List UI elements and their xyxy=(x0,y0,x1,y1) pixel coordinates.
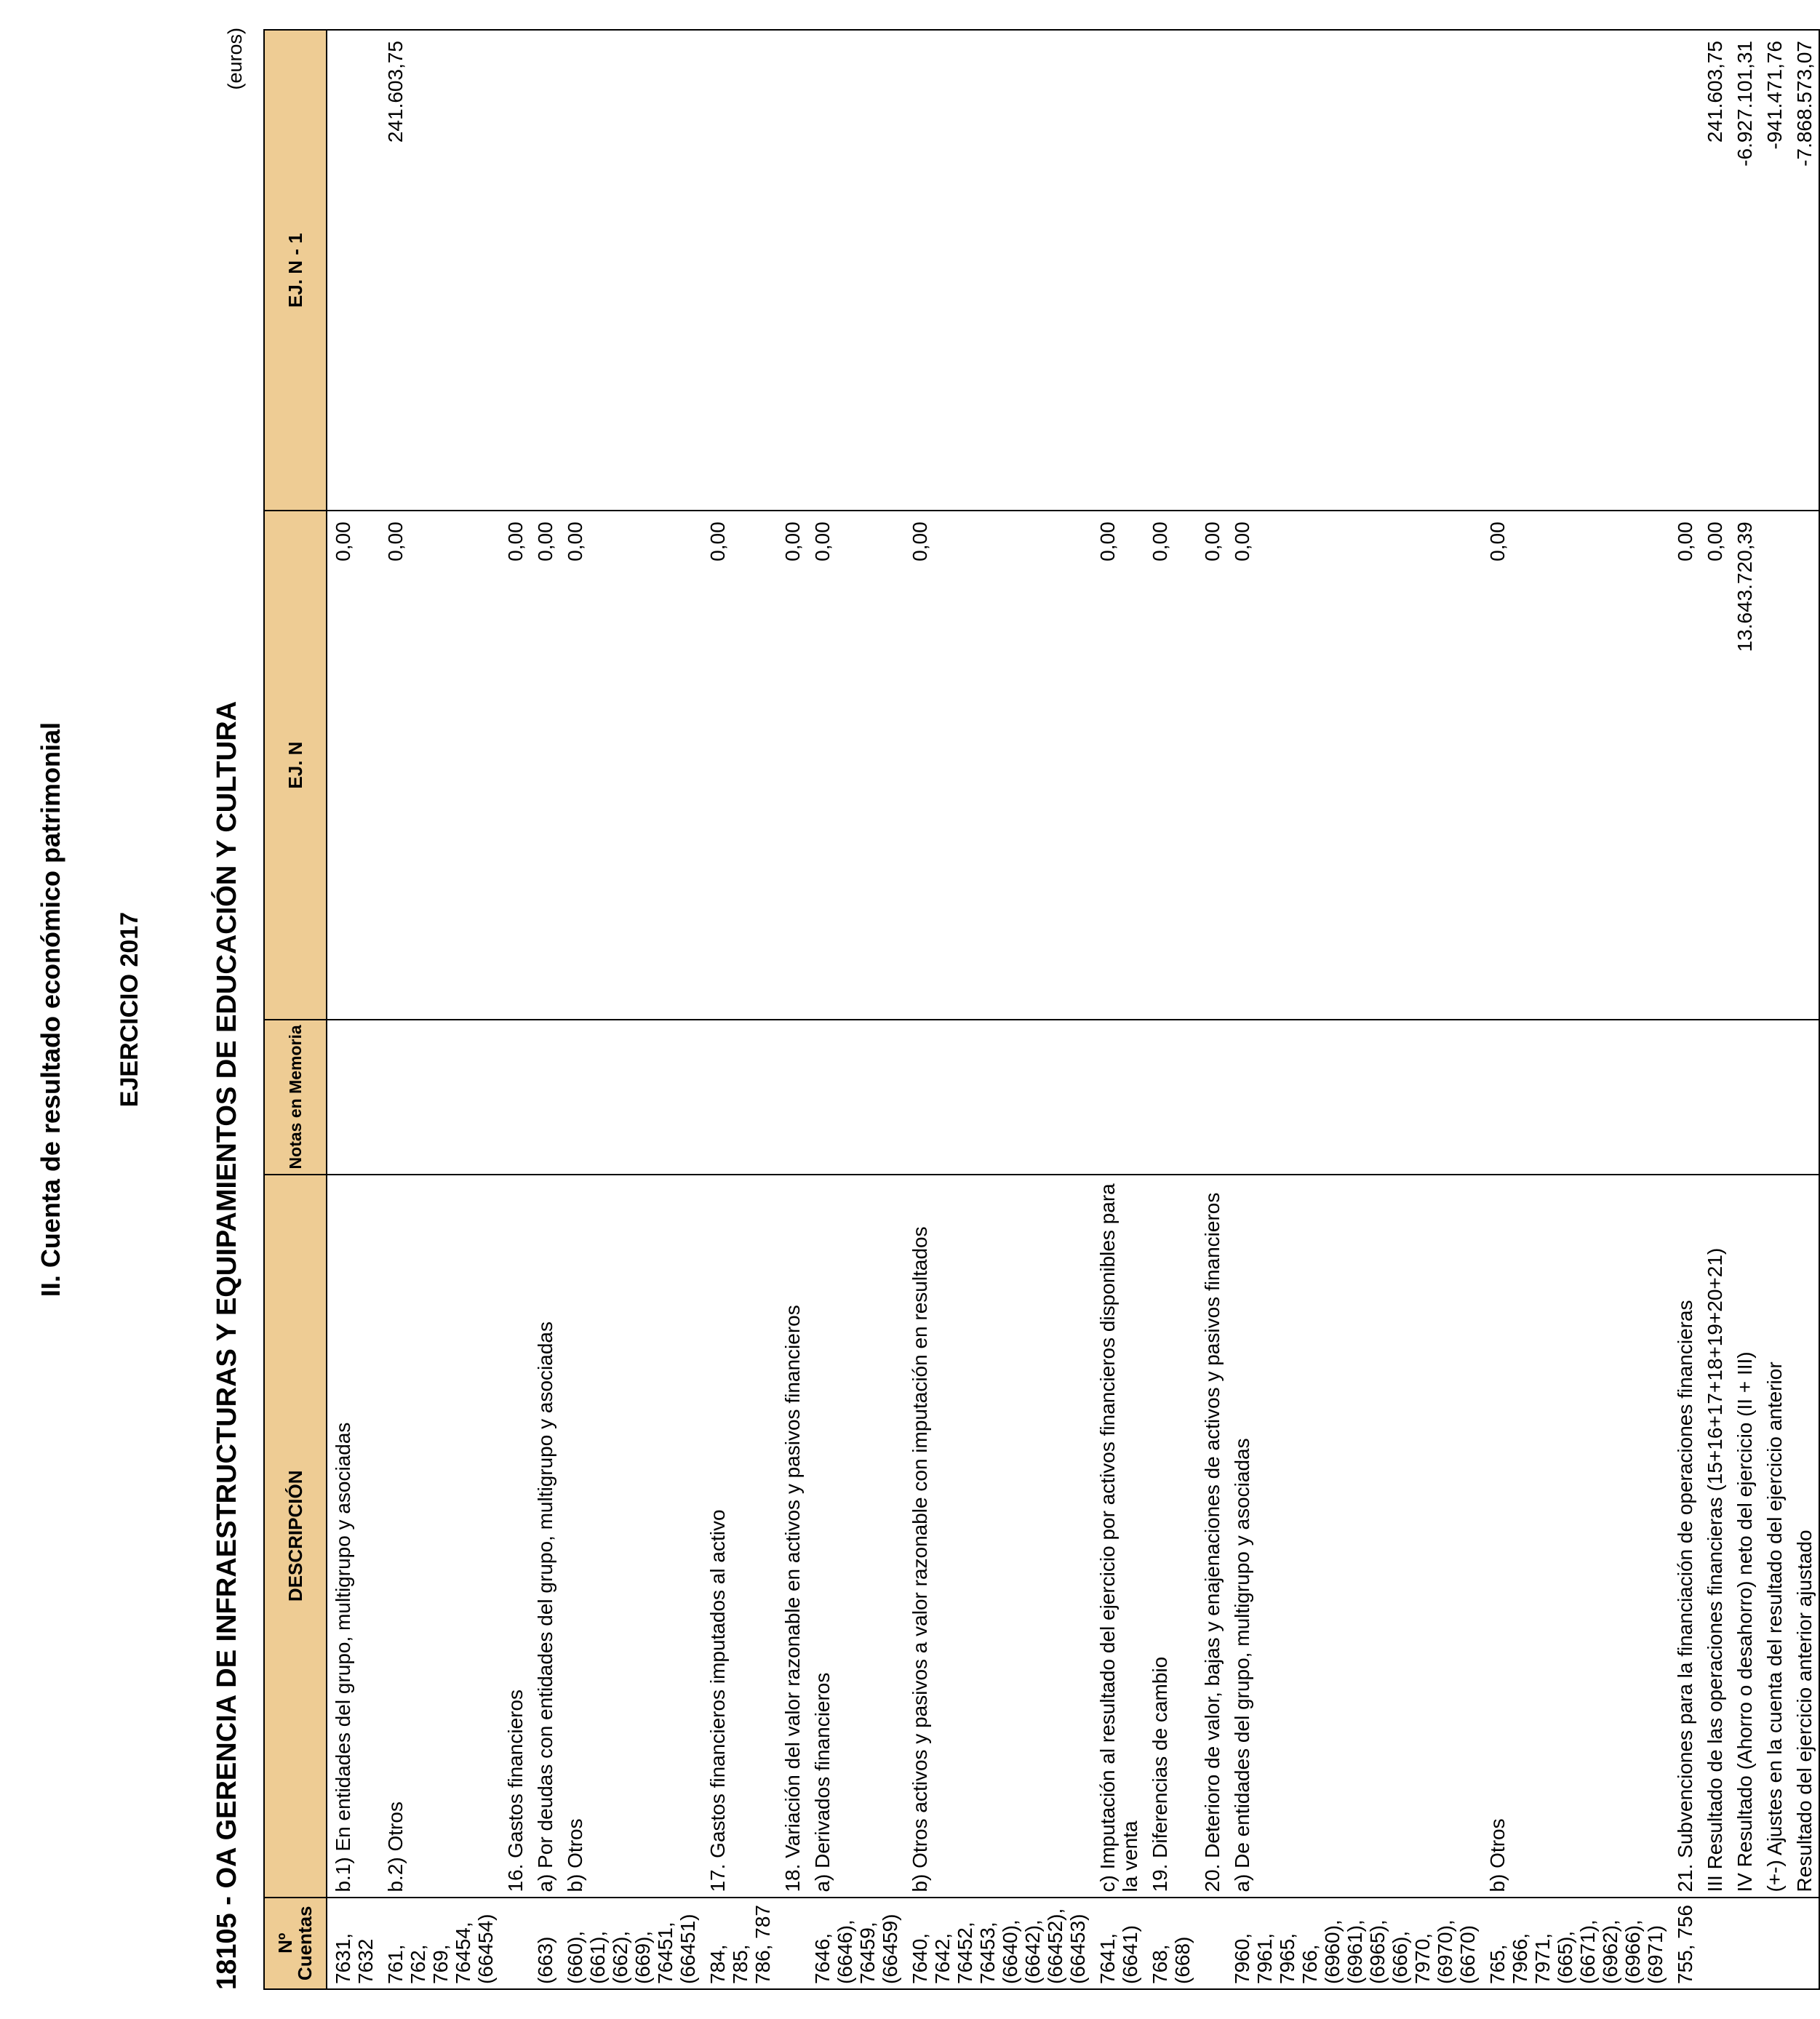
cell-ej-n1 xyxy=(1482,30,1669,511)
table-row xyxy=(904,30,1092,1989)
cell-ej-n1: 241.603,75 xyxy=(1699,30,1729,511)
cell-ej-n xyxy=(1759,511,1789,1019)
cell-cuentas xyxy=(777,1898,807,1989)
cell-cuentas: 7646, (6646), 76459, (66459) xyxy=(807,1898,904,1989)
table-row xyxy=(1699,30,1729,1989)
cell-cuentas: (660), (661), (662), (669), 76451, (66451) xyxy=(559,1898,702,1989)
cell-notas xyxy=(327,1020,380,1175)
cell-ej-n1 xyxy=(1197,30,1226,511)
cell-cuentas: 7960, 7961, 7965, 766, (6960), (6961), (6965), (666), 7970, (6970), (6670) xyxy=(1226,1898,1482,1989)
report-title: II. Cuenta de resultado económico patrimonial xyxy=(36,721,65,1298)
cell-notas xyxy=(702,1020,777,1175)
cell-cuentas: 765, 7966, 7971, (665), (6671), (6962), (6966), (6971) xyxy=(1482,1898,1669,1989)
cell-ej-n1: -941.471,76 xyxy=(1759,30,1789,511)
table-header xyxy=(264,30,327,1989)
table-row xyxy=(702,30,777,1989)
cell-ej-n1 xyxy=(904,30,1092,511)
cell-descripcion: b.1) En entidades del grupo, multigrupo y asociadas xyxy=(327,1175,380,1897)
cell-descripcion: a) De entidades del grupo, multigrupo y asociadas xyxy=(1226,1175,1482,1897)
cell-ej-n: 0,00 xyxy=(530,511,559,1019)
cell-descripcion: 20. Deterioro de valor, bajas y enajenaciones de activos y pasivos financieros xyxy=(1197,1175,1226,1897)
cell-ej-n: 0,00 xyxy=(1482,511,1669,1019)
cell-ej-n1 xyxy=(1144,30,1197,511)
cell-notas xyxy=(904,1020,1092,1175)
header-descripcion: DESCRIPCIÓN xyxy=(264,1175,327,1897)
cell-cuentas: 761, 762, 769, 76454, (66454) xyxy=(380,1898,500,1989)
table-row xyxy=(1759,30,1789,1989)
cell-ej-n: 0,00 xyxy=(559,511,702,1019)
cell-notas xyxy=(1092,1020,1144,1175)
cell-descripcion: a) Por deudas con entidades del grupo, multigrupo y asociadas xyxy=(530,1175,559,1897)
table-row xyxy=(1729,30,1759,1989)
cell-notas xyxy=(530,1020,559,1175)
cell-ej-n xyxy=(1789,511,1819,1019)
cell-ej-n1 xyxy=(327,30,380,511)
cell-descripcion: (+-) Ajustes en la cuenta del resultado del ejercicio anterior xyxy=(1759,1175,1789,1897)
cell-descripcion: 16. Gastos financieros xyxy=(500,1175,530,1897)
cell-descripcion: b) Otros xyxy=(559,1175,702,1897)
table-row xyxy=(327,30,380,1989)
cell-cuentas xyxy=(1759,1898,1789,1989)
table-row xyxy=(530,30,559,1989)
entity-title: 18105 - OA GERENCIA DE INFRAESTRUCTURAS Y EQUIPAMIENTOS DE EDUCACIÓN Y CULTURA xyxy=(212,700,242,1990)
cell-ej-n1: -7.868.573,07 xyxy=(1789,30,1819,511)
exercise-title: EJERCICIO 2017 xyxy=(116,911,143,1108)
header-cuentas: Nº Cuentas xyxy=(264,1898,327,1989)
cell-notas xyxy=(1729,1020,1759,1175)
cell-descripcion: III Resultado de las operaciones financieras (15+16+17+18+19+20+21) xyxy=(1699,1175,1729,1897)
cell-cuentas: 768, (668) xyxy=(1144,1898,1197,1989)
cell-cuentas xyxy=(1699,1898,1729,1989)
cell-notas xyxy=(1789,1020,1819,1175)
result-table xyxy=(263,29,1820,1990)
table-row xyxy=(380,30,500,1989)
cell-descripcion: c) Imputación al resultado del ejercicio por activos financieros disponibles para la venta xyxy=(1092,1175,1144,1897)
cell-ej-n: 0,00 xyxy=(807,511,904,1019)
cell-ej-n: 0,00 xyxy=(702,511,777,1019)
cell-ej-n: 0,00 xyxy=(1144,511,1197,1019)
table-body xyxy=(327,30,1819,1989)
cell-ej-n1 xyxy=(777,30,807,511)
cell-descripcion: b) Otros xyxy=(1482,1175,1669,1897)
cell-notas xyxy=(807,1020,904,1175)
cell-descripcion: IV Resultado (Ahorro o desahorro) neto del ejercicio (II + III) xyxy=(1729,1175,1759,1897)
cell-cuentas xyxy=(1197,1898,1226,1989)
cell-ej-n1 xyxy=(1226,30,1482,511)
cell-ej-n1 xyxy=(807,30,904,511)
cell-cuentas: 755, 756 xyxy=(1669,1898,1699,1989)
table-row xyxy=(1197,30,1226,1989)
header-ej-n1: EJ. N - 1 xyxy=(264,30,327,511)
cell-ej-n: 0,00 xyxy=(1197,511,1226,1019)
cell-notas xyxy=(777,1020,807,1175)
cell-notas xyxy=(1669,1020,1699,1175)
cell-cuentas: 7631, 7632 xyxy=(327,1898,380,1989)
cell-notas xyxy=(1699,1020,1729,1175)
cell-ej-n: 0,00 xyxy=(1226,511,1482,1019)
cell-notas xyxy=(500,1020,530,1175)
cell-ej-n: 0,00 xyxy=(904,511,1092,1019)
units-label: (euros) xyxy=(224,28,246,90)
cell-descripcion: 18. Variación del valor razonable en activos y pasivos financieros xyxy=(777,1175,807,1897)
table-row xyxy=(1226,30,1482,1989)
cell-ej-n1 xyxy=(500,30,530,511)
cell-descripcion: 17. Gastos financieros imputados al activo xyxy=(702,1175,777,1897)
header-notas: Notas en Memoria xyxy=(264,1020,327,1175)
cell-notas xyxy=(380,1020,500,1175)
cell-notas xyxy=(1226,1020,1482,1175)
cell-ej-n1 xyxy=(559,30,702,511)
table-row xyxy=(1482,30,1669,1989)
cell-descripcion: Resultado del ejercicio anterior ajustado xyxy=(1789,1175,1819,1897)
cell-ej-n1 xyxy=(530,30,559,511)
table-row xyxy=(1789,30,1819,1989)
cell-descripcion: b) Otros activos y pasivos a valor razonable con imputación en resultados xyxy=(904,1175,1092,1897)
table-row xyxy=(559,30,702,1989)
cell-ej-n: 13.643.720,39 xyxy=(1729,511,1759,1019)
cell-ej-n: 0,00 xyxy=(327,511,380,1019)
cell-cuentas: 7640, 7642, 76452, 76453, (6640), (6642), (66452), (66453) xyxy=(904,1898,1092,1989)
cell-cuentas: (663) xyxy=(530,1898,559,1989)
table-row xyxy=(777,30,807,1989)
cell-ej-n: 0,00 xyxy=(1669,511,1699,1019)
cell-ej-n1 xyxy=(702,30,777,511)
table-row xyxy=(1092,30,1144,1989)
cell-cuentas xyxy=(500,1898,530,1989)
cell-ej-n: 0,00 xyxy=(1092,511,1144,1019)
cell-ej-n: 0,00 xyxy=(1699,511,1729,1019)
cell-descripcion: b.2) Otros xyxy=(380,1175,500,1897)
cell-ej-n1 xyxy=(1092,30,1144,511)
cell-ej-n: 0,00 xyxy=(380,511,500,1019)
cell-notas xyxy=(1482,1020,1669,1175)
table-header-row xyxy=(264,30,327,1989)
cell-cuentas xyxy=(1789,1898,1819,1989)
cell-notas xyxy=(559,1020,702,1175)
cell-notas xyxy=(1144,1020,1197,1175)
cell-descripcion: 19. Diferencias de cambio xyxy=(1144,1175,1197,1897)
cell-notas xyxy=(1197,1020,1226,1175)
cell-notas xyxy=(1759,1020,1789,1175)
header-ej-n: EJ. N xyxy=(264,511,327,1019)
table-row xyxy=(500,30,530,1989)
cell-descripcion: a) Derivados financieros xyxy=(807,1175,904,1897)
table-row xyxy=(807,30,904,1989)
table-row xyxy=(1669,30,1699,1989)
cell-cuentas: 784, 785, 786, 787 xyxy=(702,1898,777,1989)
cell-cuentas xyxy=(1729,1898,1759,1989)
cell-descripcion: 21. Subvenciones para la financiación de operaciones financieras xyxy=(1669,1175,1699,1897)
table-row xyxy=(1144,30,1197,1989)
cell-ej-n: 0,00 xyxy=(500,511,530,1019)
cell-ej-n1: 241.603,75 xyxy=(380,30,500,511)
cell-ej-n: 0,00 xyxy=(777,511,807,1019)
cell-ej-n1 xyxy=(1669,30,1699,511)
cell-cuentas: 7641, (6641) xyxy=(1092,1898,1144,1989)
cell-ej-n1: -6.927.101,31 xyxy=(1729,30,1759,511)
